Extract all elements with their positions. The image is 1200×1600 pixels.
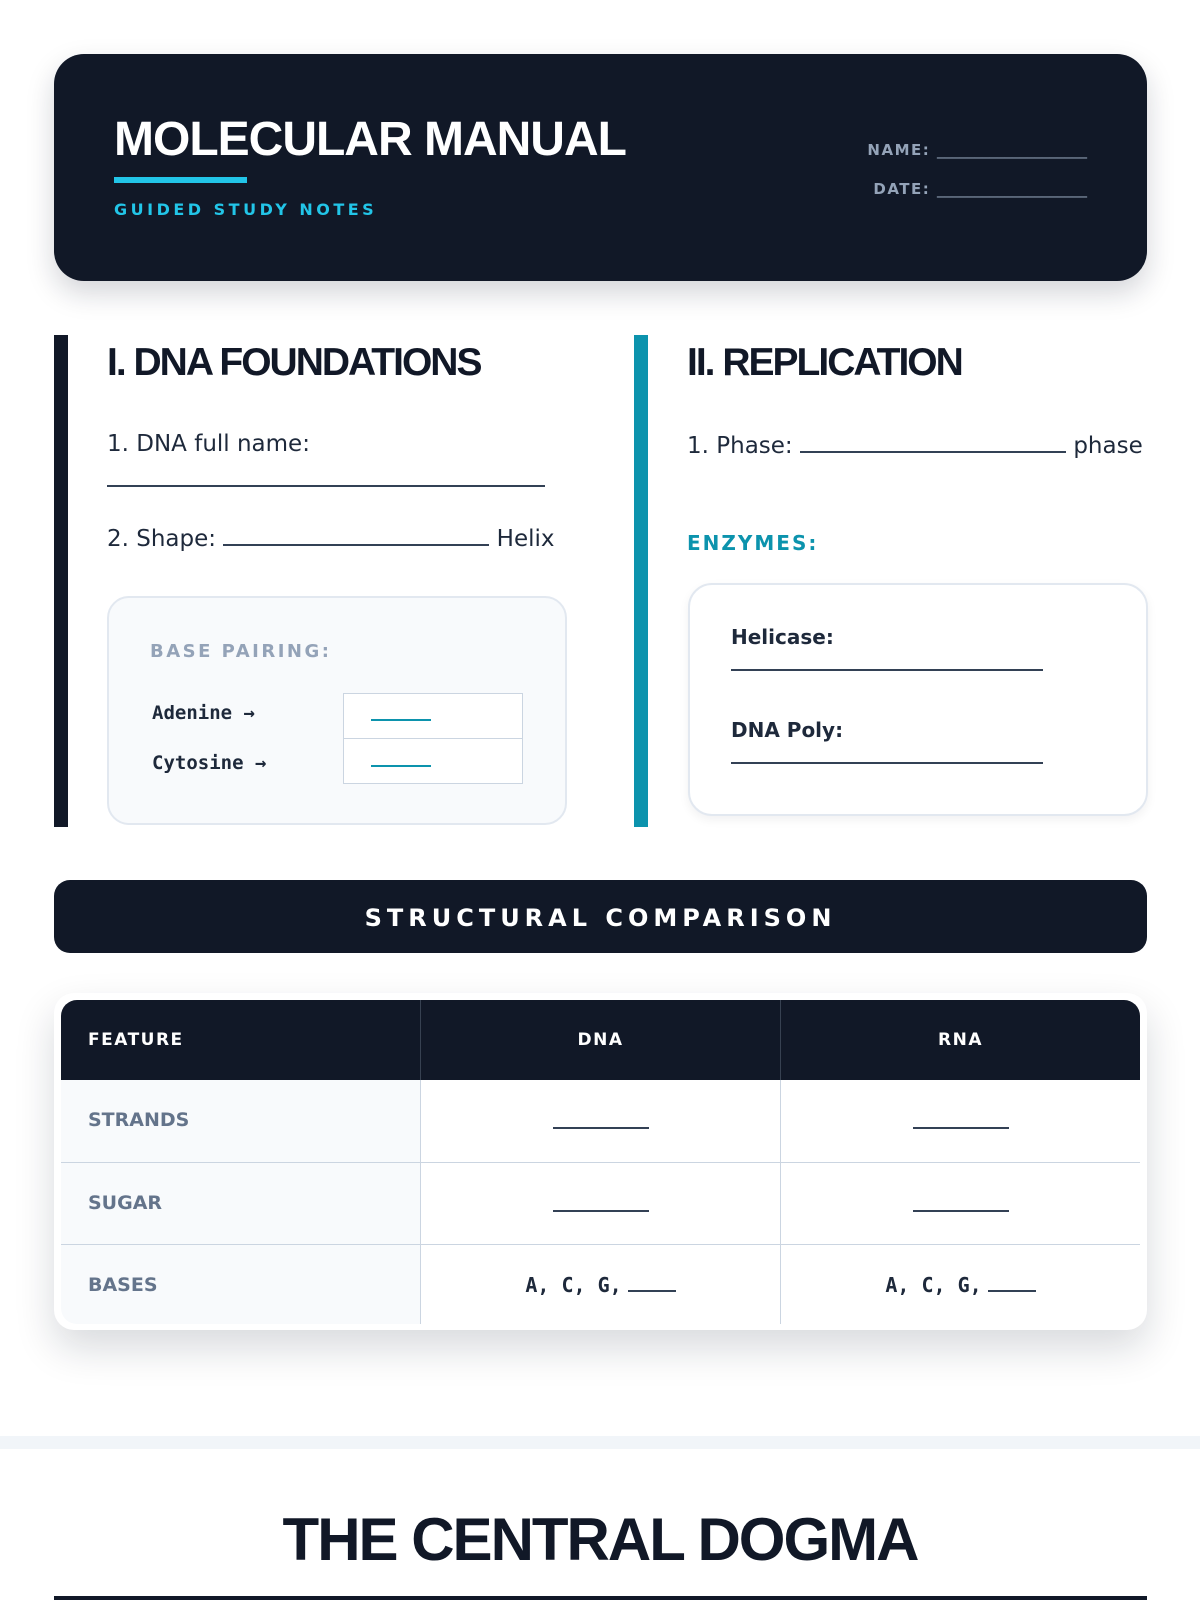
base-pair-cytosine: Cytosine → (152, 752, 267, 774)
date-field[interactable] (873, 180, 1087, 198)
answer-line (913, 1210, 1009, 1212)
central-dogma-title: THE CENTRAL DOGMA (282, 1506, 918, 1573)
answer-line (553, 1127, 649, 1129)
answer-line-dna-poly[interactable] (731, 762, 1043, 764)
page-break (0, 1436, 1200, 1449)
title-underline (114, 177, 247, 183)
date-label: DATE: (873, 180, 931, 198)
question-phase (687, 431, 1143, 459)
section-heading: I. DNA FOUNDATIONS (107, 341, 481, 384)
cell-dna-strands[interactable] (420, 1080, 780, 1162)
comparison-table-card (54, 993, 1147, 1330)
answer-cell-adenine[interactable] (344, 694, 522, 739)
enzymes-label: ENZYMES: (687, 531, 819, 555)
cell-rna-strands[interactable] (780, 1080, 1140, 1162)
question-phase-label: 1. Phase: (687, 433, 793, 459)
row-label-strands: STRANDS (61, 1080, 420, 1162)
row-label-sugar: SUGAR (61, 1163, 420, 1245)
question-phase-suffix: phase (1073, 433, 1143, 459)
answer-line (988, 1290, 1036, 1292)
header-card (54, 54, 1147, 281)
section-accent-bar (634, 335, 648, 827)
answer-line (913, 1127, 1009, 1129)
page-subtitle: GUIDED STUDY NOTES (114, 200, 378, 219)
answer-line (371, 765, 431, 767)
banner-title: STRUCTURAL COMPARISON (364, 904, 837, 932)
name-field[interactable] (867, 141, 1087, 159)
cell-dna-bases[interactable] (420, 1245, 780, 1324)
answer-line-dna-full-name[interactable] (107, 485, 545, 487)
cell-rna-bases[interactable] (780, 1245, 1140, 1324)
enzyme-helicase: Helicase: (731, 625, 834, 649)
enzyme-dna-poly: DNA Poly: (731, 718, 844, 742)
section-dna-foundations (54, 335, 574, 827)
base-pairing-box (107, 596, 567, 825)
cell-rna-sugar[interactable] (780, 1163, 1140, 1245)
section-replication (634, 335, 1154, 827)
answer-line (371, 719, 431, 721)
answer-blank-phase[interactable] (800, 431, 1066, 453)
answer-blank-shape[interactable] (223, 524, 489, 546)
question-shape-label: 2. Shape: (107, 526, 217, 552)
question-shape (107, 524, 555, 552)
date-blank[interactable]: ____________________ (937, 180, 1087, 198)
answer-line-helicase[interactable] (731, 669, 1043, 671)
title-rule (54, 1596, 1147, 1600)
column-header-feature: FEATURE (88, 1030, 184, 1050)
answer-line (553, 1210, 649, 1212)
base-pairing-answer-grid (343, 693, 523, 784)
comparison-table (61, 1000, 1140, 1324)
table-header-row (61, 1000, 1140, 1080)
base-pairing-label: BASE PAIRING: (150, 641, 332, 662)
enzymes-box (688, 583, 1148, 816)
page-title: MOLECULAR MANUAL (114, 113, 626, 166)
cell-text: A, C, G, (885, 1273, 982, 1297)
answer-line (628, 1290, 676, 1292)
question-dna-full-name: 1. DNA full name: (107, 431, 310, 457)
table-row (61, 1162, 1140, 1244)
row-label-bases: BASES (61, 1245, 420, 1324)
base-pair-adenine: Adenine → (152, 702, 255, 724)
column-header-dna: DNA (420, 1000, 780, 1080)
question-shape-suffix: Helix (496, 526, 555, 552)
table-row (61, 1244, 1140, 1324)
section-heading: II. REPLICATION (687, 341, 962, 384)
answer-cell-cytosine[interactable] (344, 739, 522, 784)
table-row (61, 1080, 1140, 1162)
name-blank[interactable]: ____________________ (937, 141, 1087, 159)
cell-text: A, C, G, (525, 1273, 622, 1297)
structural-comparison-banner (54, 880, 1147, 953)
name-label: NAME: (867, 141, 931, 159)
cell-dna-sugar[interactable] (420, 1163, 780, 1245)
section-accent-bar (54, 335, 68, 827)
column-header-rna: RNA (780, 1000, 1140, 1080)
